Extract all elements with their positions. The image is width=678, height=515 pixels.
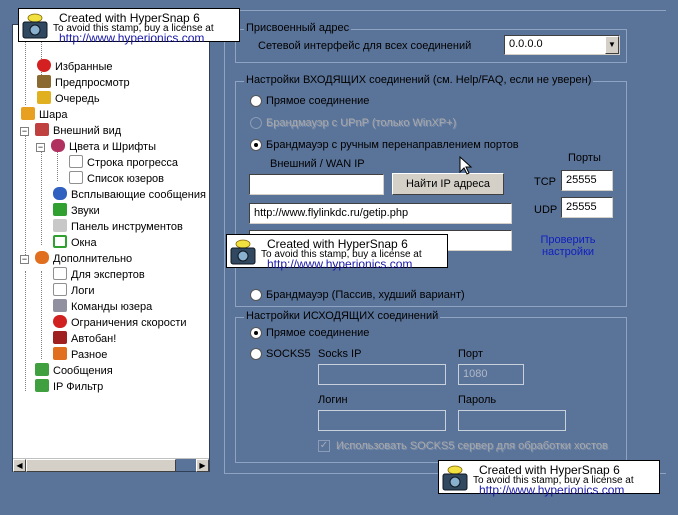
socks-ip-input [318,364,446,385]
tree-item-label: Для экспертов [71,269,145,281]
advanced-icon [35,251,49,264]
outgoing-direct-label: Прямое соединение [266,327,370,339]
palette-icon [51,139,65,152]
socks-password-label: Пароль [458,394,497,406]
tree-item-label: Логи [71,285,95,297]
autoban-icon [53,331,67,344]
tree-item-autoban[interactable] [53,331,116,347]
tree-item-label: Список юзеров [87,173,165,185]
tree-item-colors-fonts[interactable] [51,139,156,155]
tree-item-label: Предпросмотр [55,77,130,89]
incoming-upnp-radio [250,117,262,129]
tcp-port-input[interactable]: 25555 [561,170,613,191]
socks-hosts-checkbox: ✓ [319,440,329,451]
outgoing-direct-radio[interactable] [250,327,262,339]
queue-icon [37,91,51,104]
watermark-stamp [226,234,448,271]
tree-item-label: Внешний вид [53,125,122,137]
tree-item-user-list[interactable] [69,171,164,187]
check-settings-link[interactable]: Проверить настройки [540,234,596,258]
tree-item-popups[interactable] [53,187,206,203]
appearance-icon [35,123,49,136]
speed-limit-icon [53,315,67,328]
tree-item-speed-limits[interactable] [53,315,187,331]
windows-icon [53,235,67,248]
incoming-passive-radio[interactable] [250,289,262,301]
tree-item-label: Панель инструментов [71,221,183,233]
tree-item-label: Окна [71,237,97,249]
find-ip-button[interactable]: Найти IP адреса [392,173,504,195]
interface-label: Сетевой интерфейс для всех соединений [258,40,472,52]
group-title: Настройки ИСХОДЯЩИХ соединений [246,310,439,322]
tree-item-logs[interactable] [53,283,95,299]
tree-item-messages[interactable] [35,363,113,379]
socks-hosts-label: Использовать SOCKS5 сервер для обработки хостов [336,440,608,452]
misc-icon [53,347,67,360]
user-list-icon [69,171,83,184]
tree-item-toolbar[interactable] [53,219,183,235]
tree-item-appearance[interactable] [35,123,121,139]
tree-item-misc[interactable] [53,347,107,363]
udp-port-input[interactable]: 25555 [561,197,613,218]
interface-select-value: 0.0.0.0 [509,38,543,50]
tree-item-label: Избранные [55,61,113,73]
tree-item-label: IP Фильтр [53,381,104,393]
collapse-appearance-toggle[interactable]: − [21,126,28,136]
tree-item-experts[interactable] [53,267,145,283]
mouse-cursor-icon [459,156,473,176]
stamp-url: http://www.hyperionics.com [59,31,205,45]
wan-ip-input[interactable] [249,174,384,195]
socks-password-input [458,410,566,431]
tree-item-label: Всплывающие сообщения [71,189,206,201]
incoming-passive-label: Брандмауэр (Пассив, худший вариант) [266,289,465,301]
tree-item-progress-bar[interactable] [69,155,178,171]
stamp-title: Created with HyperSnap 6 [479,463,620,477]
collapse-advanced-toggle[interactable]: − [21,254,28,264]
ip-filter-icon [35,379,49,392]
toolbar-icon [53,219,67,232]
camera-icon [229,238,257,266]
socks-ip-label: Socks IP [318,348,362,360]
tree-item-label: Команды юзера [71,301,153,313]
share-icon [21,107,35,120]
interface-select[interactable] [504,35,620,55]
scroll-left-icon[interactable]: ◀ [13,459,26,472]
group-title: Настройки ВХОДЯЩИХ соединений (см. Help/FAQ, если не уверен) [246,74,592,86]
stamp-title: Created with HyperSnap 6 [267,237,408,251]
tree-item-share[interactable] [21,107,67,123]
wan-ip-label: Внешний / WAN IP [270,158,365,170]
settings-tree[interactable] [12,24,210,472]
expert-icon [53,267,67,280]
incoming-manual-label: Брандмауэр с ручным перенаправлением портов [266,139,519,151]
incoming-upnp-label: Брандмауэр с UPnP (только WinXP+) [266,117,457,129]
tree-item-label: Автобан! [71,333,117,345]
tree-item-sounds[interactable] [53,203,100,219]
tree-item-favorites[interactable] [37,59,113,75]
stamp-url: http://www.hyperionics.com [479,483,625,497]
tcp-label: TCP [534,176,556,188]
stamp-note: To avoid this stamp, buy a license at [473,475,634,486]
tree-horizontal-scrollbar[interactable] [13,458,209,471]
tree-item-label: Строка прогресса [87,157,179,169]
outgoing-socks5-label: SOCKS5 [266,348,311,360]
getip-url-input[interactable]: http://www.flylinkdc.ru/getip.php [249,203,512,224]
messages-icon [35,363,49,376]
tree-item-label: Сообщения [53,365,113,377]
tree-item-advanced[interactable] [35,251,132,267]
scroll-thumb[interactable] [26,459,176,472]
watermark-stamp [18,8,240,45]
stamp-note: To avoid this stamp, buy a license at [261,249,422,260]
tree-item-queue[interactable] [37,91,100,107]
stamp-url: http://www.hyperionics.com [267,257,413,271]
socks-login-label: Логин [318,394,348,406]
popup-icon [53,187,67,200]
tree-item-user-commands[interactable] [53,299,152,315]
outgoing-group [235,310,627,463]
incoming-group [235,74,627,307]
tree-item-label: Звуки [71,205,100,217]
socks-port-label: Порт [458,348,483,360]
tree-item-ip-filter[interactable] [35,379,103,395]
assigned-address-group [235,22,627,63]
tree-item-label: Цвета и Шрифты [69,141,156,153]
tree-item-label: Разное [71,349,108,361]
tree-item-label: Очередь [55,93,100,105]
camera-icon [21,12,49,40]
stamp-title: Created with HyperSnap 6 [59,11,200,25]
incoming-manual-radio[interactable] [250,139,262,151]
progress-icon [69,155,83,168]
logs-icon [53,283,67,296]
socks-port-input: 1080 [458,364,524,385]
socks-login-input [318,410,446,431]
tree-item-preview[interactable] [37,75,130,91]
udp-label: UDP [534,204,558,216]
incoming-direct-label: Прямое соединение [266,95,370,107]
sound-icon [53,203,67,216]
collapse-colors-toggle[interactable]: − [37,142,44,152]
preview-icon [37,75,51,88]
heart-icon [37,59,51,72]
scroll-right-icon[interactable]: ▶ [196,459,209,472]
group-title: Присвоенный адрес [246,22,350,34]
incoming-direct-radio[interactable] [250,95,262,107]
commands-icon [53,299,67,312]
camera-icon [441,464,469,492]
stamp-note: To avoid this stamp, buy a license at [53,23,214,34]
tree-item-label: Дополнительно [53,253,133,265]
chevron-down-icon[interactable]: ▼ [605,36,619,54]
tree-item-windows[interactable] [53,235,97,251]
ports-label: Порты [568,152,601,164]
watermark-stamp [438,460,660,497]
outgoing-socks5-radio[interactable] [250,348,262,360]
tree-item-label: Ограничения скорости [71,317,187,329]
tree-item-label: Шара [39,109,68,121]
